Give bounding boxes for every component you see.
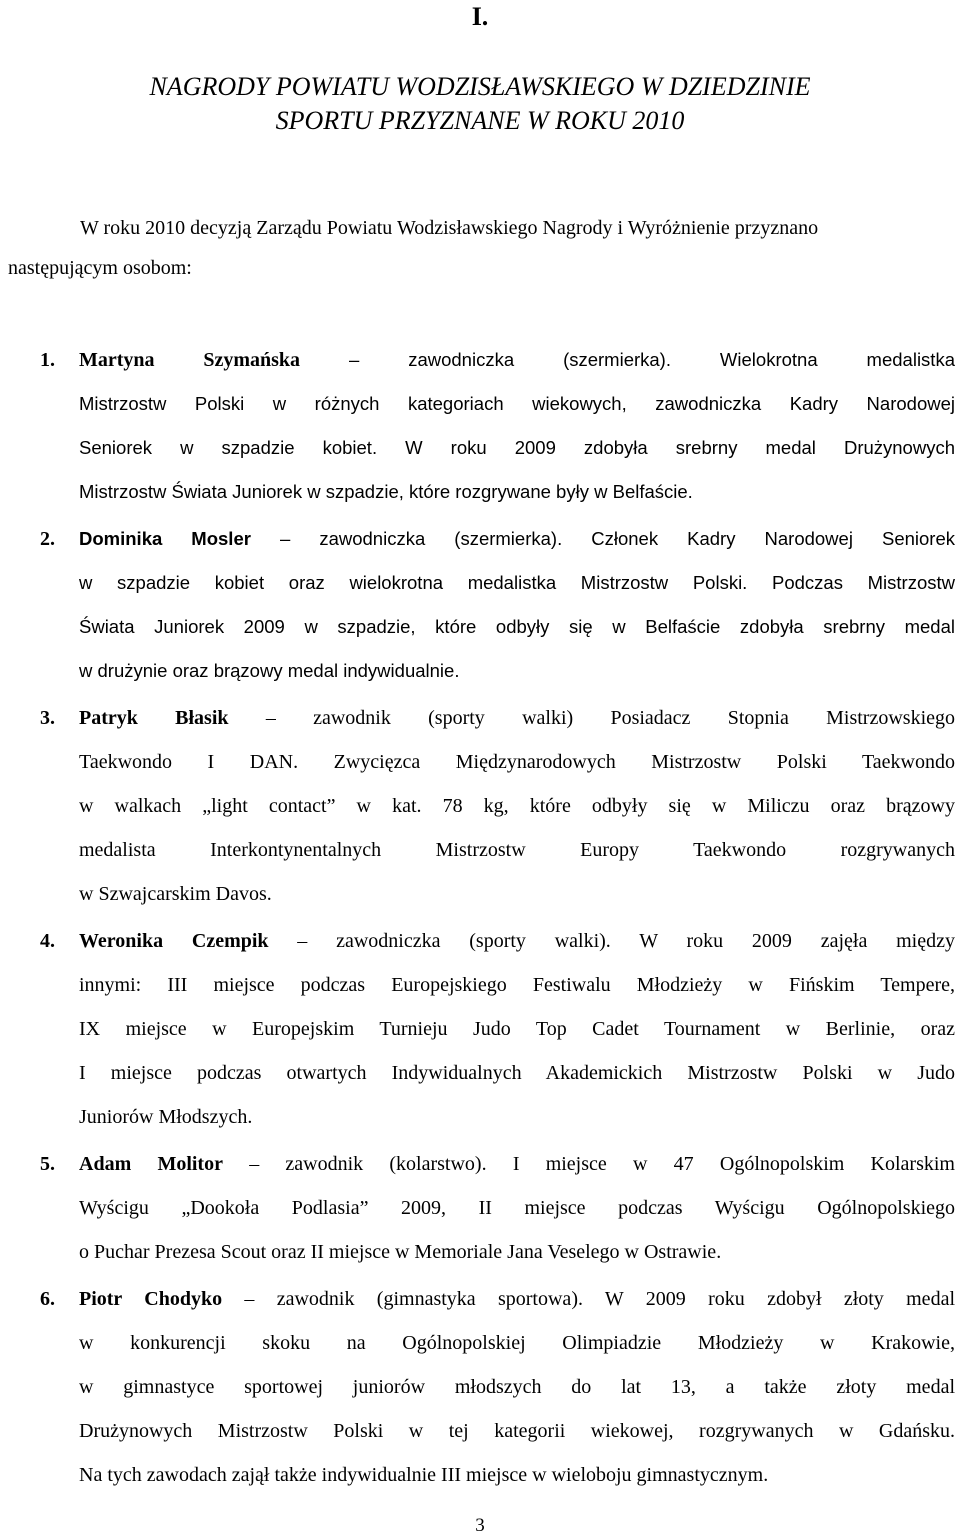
award-number: 1. [40, 349, 55, 371]
awards-list [0, 338, 960, 1497]
award-line: w gimnastyce sportowej juniorów młodszych do lat 13, a także złoty medal [79, 1376, 955, 1398]
page-title-line-1: NAGRODY POWIATU WODZISŁAWSKIEGO W DZIEDZINIE [149, 72, 811, 101]
award-name: Adam Molitor [79, 1153, 223, 1175]
award-number: 6. [40, 1288, 55, 1310]
award-line: w drużynie oraz brązowy medal indywidualnie. [79, 660, 460, 681]
award-line: Taekwondo I DAN. Zwycięzca Międzynarodowych Mistrzostw Polski Taekwondo [79, 751, 955, 773]
award-line: Mistrzostw Polski w różnych kategoriach wiekowych, zawodniczka Kadry Narodowej [79, 393, 955, 414]
award-line: w walkach „light contact” w kat. 78 kg, które odbyły się w Miliczu oraz brązowy [79, 795, 955, 817]
award-line: Drużynowych Mistrzostw Polski w tej kategorii wiekowej, rozgrywanych w Gdańsku. [79, 1420, 955, 1442]
page-title-line-2: SPORTU PRZYZNANE W ROKU 2010 [275, 106, 685, 135]
award-line [79, 696, 955, 740]
award-item-3 [0, 696, 955, 916]
award-text: – zawodnik (gimnastyka sportowa). W 2009 roku zdobył złoty medal [222, 1288, 955, 1310]
award-line [79, 338, 955, 382]
award-line: w konkurencji skoku na Ogólnopolskiej Olimpiadzie Młodzieży w Krakowie, [79, 1332, 955, 1354]
award-line: Świata Juniorek 2009 w szpadzie, które odbyły się w Belfaście zdobyła srebrny medal [79, 616, 955, 637]
award-line: w Szwajcarskim Davos. [79, 883, 272, 905]
section-number: I. [471, 2, 489, 31]
award-item-1 [0, 338, 955, 514]
award-line [79, 1142, 955, 1186]
award-number: 5. [40, 1153, 55, 1175]
award-line: I miejsce podczas otwartych Indywidualnych Akademickich Mistrzostw Polski w Judo [79, 1062, 955, 1084]
award-line: medalista Interkontynentalnych Mistrzostw Europy Taekwondo rozgrywanych [79, 839, 955, 861]
award-text: – zawodnik (sporty walki) Posiadacz Stopnia Mistrzowskiego [228, 707, 955, 729]
award-number: 2. [40, 528, 55, 550]
award-line [79, 517, 955, 561]
award-number: 4. [40, 930, 55, 952]
award-line: Seniorek w szpadzie kobiet. W roku 2009 zdobyła srebrny medal Drużynowych [79, 437, 955, 458]
award-name: Martyna Szymańska [79, 349, 301, 371]
award-number: 3. [40, 707, 55, 729]
award-line [79, 919, 955, 963]
award-name: Dominika Mosler [79, 528, 251, 549]
award-line: innymi: III miejsce podczas Europejskiego Festiwalu Młodzieży w Fińskim Tempere, [79, 974, 955, 996]
award-text: – zawodniczka (szermierka). Wielokrotna medalistka [300, 349, 955, 370]
award-item-5 [0, 1142, 955, 1274]
award-line: Na tych zawodach zajął także indywidualnie III miejsce w wieloboju gimnastycznym. [79, 1464, 769, 1486]
page-number: 3 [475, 1515, 485, 1536]
award-line: o Puchar Prezesa Scout oraz II miejsce w Memoriale Jana Veselego w Ostrawie. [79, 1241, 722, 1263]
award-name: Patryk Błasik [79, 707, 229, 729]
award-item-6 [0, 1277, 955, 1497]
award-item-2 [0, 517, 955, 693]
award-line [79, 1277, 955, 1321]
award-line: Juniorów Młodszych. [79, 1106, 253, 1128]
award-item-4 [0, 919, 955, 1139]
award-line: Wyścigu „Dookoła Podlasia” 2009, II miejsce podczas Wyścigu Ogólnopolskiego [79, 1197, 955, 1219]
award-line: Mistrzostw Świata Juniorek w szpadzie, które rozgrywane były w Belfaście. [79, 481, 693, 502]
award-line: IX miejsce w Europejskim Turnieju Judo Top Cadet Tournament w Berlinie, oraz [79, 1018, 955, 1040]
award-text: – zawodnik (kolarstwo). I miejsce w 47 Ogólnopolskim Kolarskim [222, 1153, 955, 1175]
award-line: w szpadzie kobiet oraz wielokrotna medalistka Mistrzostw Polski. Podczas Mistrzostw [79, 572, 955, 593]
page-title [0, 70, 960, 138]
award-text: – zawodniczka (szermierka). Członek Kadry Narodowej Seniorek [250, 528, 955, 549]
award-name: Piotr Chodyko [79, 1288, 223, 1310]
award-name: Weronika Czempik [79, 930, 269, 952]
intro-paragraph: W roku 2010 decyzją Zarządu Powiatu Wodzisławskiego Nagrody i Wyróżnienie przyznano następującym osobom: [8, 217, 819, 279]
award-text: – zawodniczka (sporty walki). W roku 2009 zajęła między [268, 930, 955, 952]
